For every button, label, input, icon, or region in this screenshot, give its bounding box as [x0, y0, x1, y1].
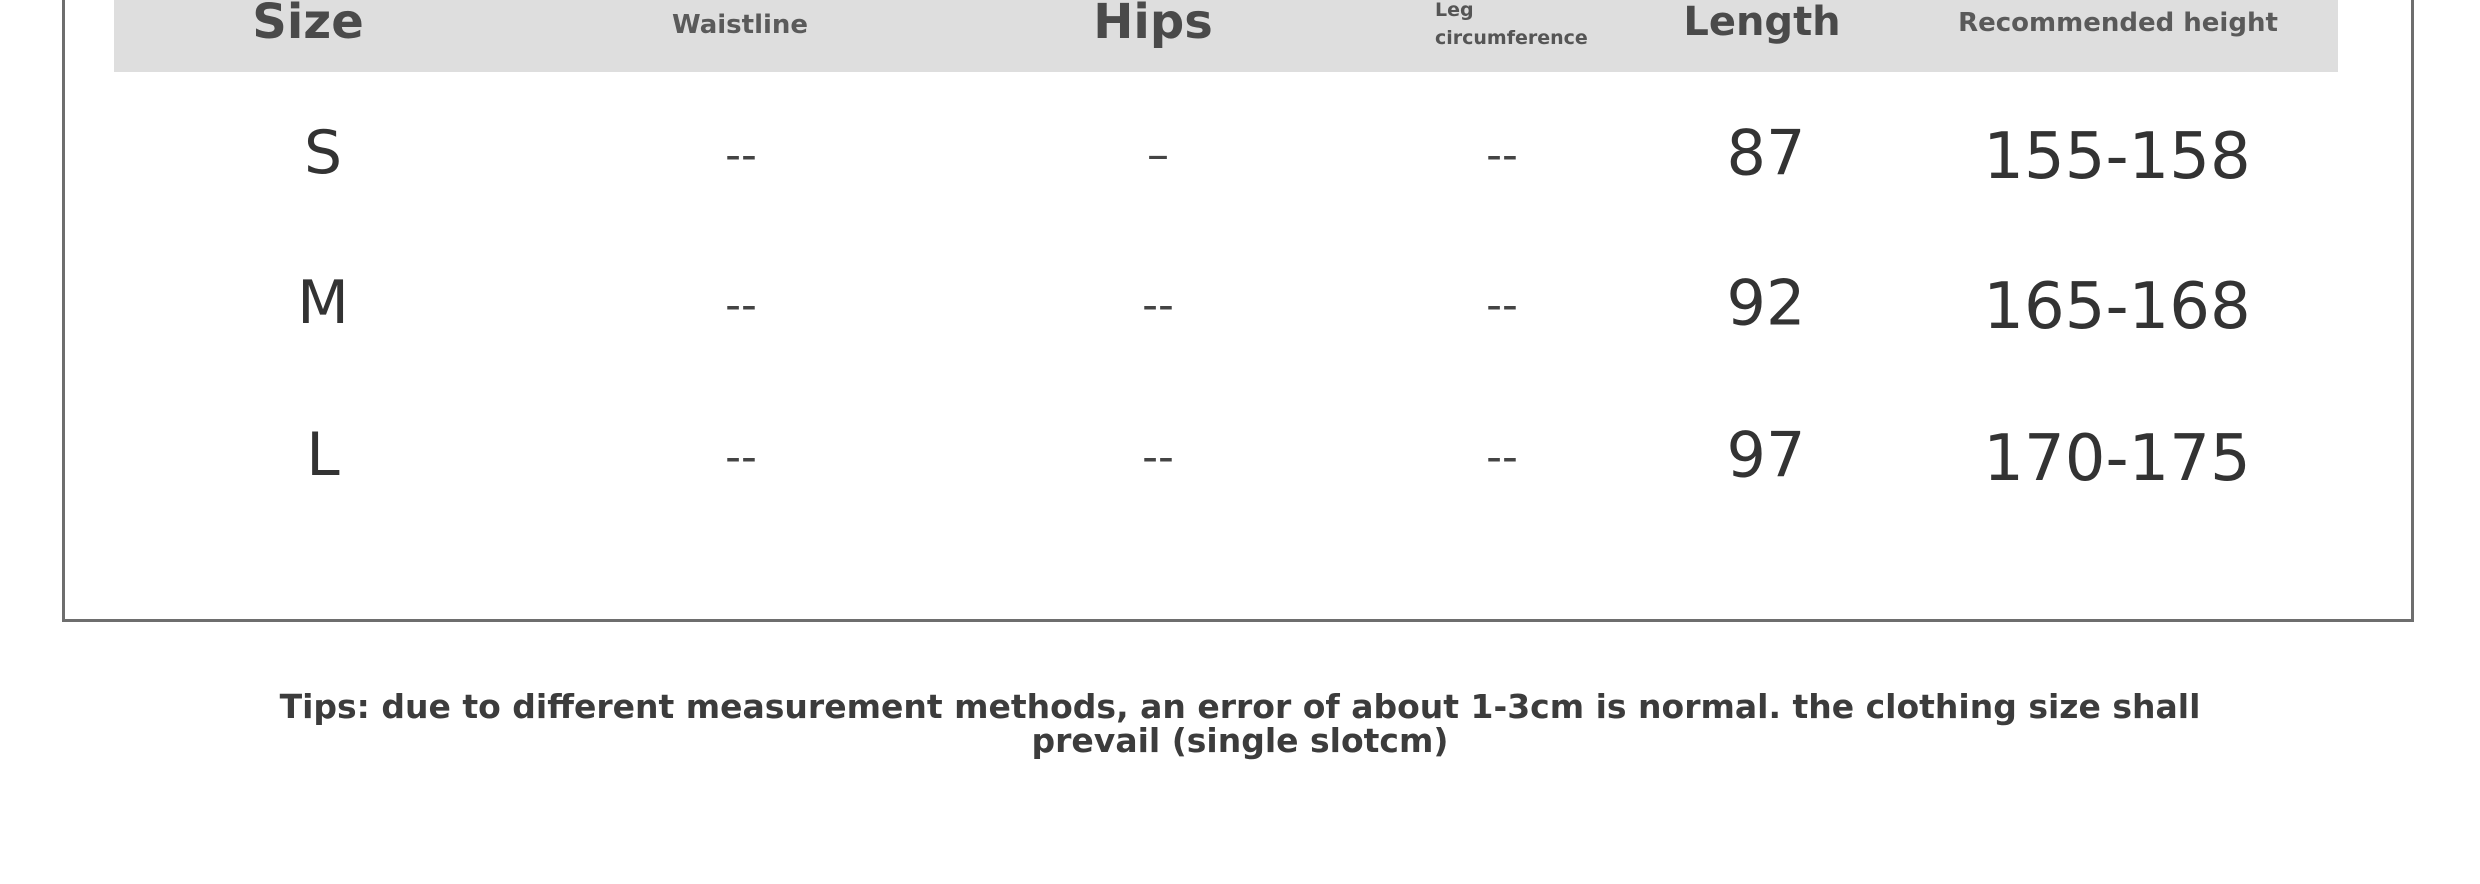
row-l-length: 97	[1726, 418, 1806, 492]
row-m-length: 92	[1726, 266, 1806, 340]
header-leg-circumference: Leg circumference	[1435, 0, 1588, 49]
header-waistline: Waistline	[671, 10, 809, 40]
header-length: Length	[1683, 0, 1841, 45]
header-recommended-height: Recommended height	[1958, 8, 2278, 38]
row-m-hips: --	[1142, 279, 1174, 331]
row-s-length: 87	[1726, 116, 1806, 190]
row-s-waistline: --	[725, 129, 757, 181]
row-m-waistline: --	[725, 279, 757, 331]
header-size: Size	[252, 0, 364, 50]
row-l-waistline: --	[725, 431, 757, 483]
row-s-height: 155-158	[1983, 120, 2251, 194]
row-s-leg: --	[1486, 129, 1518, 181]
row-m-size: M	[297, 268, 349, 338]
row-l-height: 170-175	[1983, 422, 2251, 496]
row-l-size: L	[306, 420, 340, 490]
row-l-leg: --	[1486, 431, 1518, 483]
row-s-size: S	[303, 118, 343, 188]
row-l-hips: --	[1142, 431, 1174, 483]
row-s-hips: –	[1147, 129, 1169, 181]
measurement-tips: Tips: due to different measurement methods, an error of about 1-3cm is normal. the clothing size shall prevail (single slotcm)	[279, 687, 2201, 760]
header-hips: Hips	[1093, 0, 1213, 50]
row-m-height: 165-168	[1983, 270, 2251, 344]
row-m-leg: --	[1486, 279, 1518, 331]
